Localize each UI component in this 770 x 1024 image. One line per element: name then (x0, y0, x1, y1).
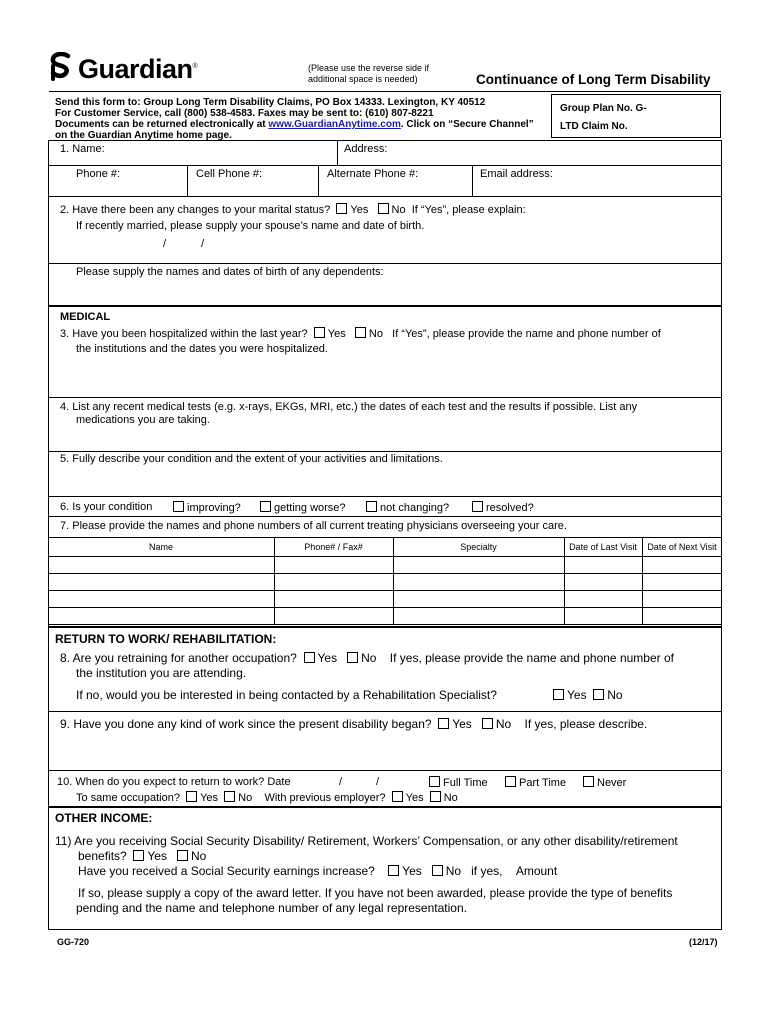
q10-date-slash-1: / (339, 776, 343, 788)
q2-question: 2. Have there been any changes to your marital status? (60, 204, 331, 216)
q9-no-checkbox[interactable] (482, 718, 493, 729)
ltd-claim-label: LTD Claim No. (560, 121, 628, 132)
q8-no-label: No (361, 651, 377, 665)
logo-registered-mark: ® (192, 63, 198, 70)
send-line-3-suffix: . Click on “Secure Channel” (400, 119, 534, 130)
q5-text: 5. Fully describe your condition and the extent of your activities and limitations. (60, 453, 443, 465)
q9-rest: If yes, please describe. (524, 717, 648, 731)
q10-never (583, 776, 626, 790)
q6-resolved-label: resolved? (486, 502, 534, 514)
q6-text (60, 501, 152, 514)
reverse-side-note-2: additional space is needed) (308, 74, 418, 84)
q2-no-label: No (391, 204, 406, 216)
q3-question: 3. Have you been hospitalized within the last year? (60, 328, 308, 340)
q3-text (60, 327, 661, 341)
q8-rest: If yes, please provide the name and phone number of (389, 651, 674, 665)
q10-same-occ-label: To same occupation? (76, 792, 180, 804)
q3-no-label: No (368, 328, 383, 340)
q11-benefits-label: benefits? (78, 849, 127, 863)
q10-same-occupation (76, 791, 458, 805)
logo-wordmark: Guardian (78, 54, 193, 84)
q10-fulltime-label: Full Time (443, 777, 488, 789)
guardian-anytime-link[interactable]: www.GuardianAnytime.com (268, 119, 401, 130)
group-plan-label: Group Plan No. G- (560, 103, 647, 114)
q10-same-occ-yes-checkbox[interactable] (186, 791, 197, 802)
q9-question: 9. Have you done any kind of work since the present disability began? (60, 717, 432, 731)
medical-heading: MEDICAL (60, 311, 111, 323)
q6-improving-checkbox[interactable] (173, 501, 184, 512)
send-line-1: Send this form to: Group Long Term Disability Claims, PO Box 14333. Lexington, KY 40512 (55, 97, 486, 108)
q9-text (60, 717, 647, 731)
table-header-name: Name (148, 542, 173, 552)
q10-date-slash-2: / (376, 776, 380, 788)
q11-yes-checkbox[interactable] (133, 850, 144, 861)
q2-yes-label: Yes (350, 204, 369, 216)
q3-yes-label: Yes (327, 328, 346, 340)
q3-line-2: the institutions and the dates you were hospitalized. (76, 343, 328, 355)
q11-yes-label: Yes (147, 849, 167, 863)
q6-option-resolved (472, 501, 534, 515)
q2-text (60, 203, 526, 217)
q8-line-2: the institution you are attending. (76, 666, 247, 680)
q10-parttime-label: Part Time (519, 777, 567, 789)
q3-yes-checkbox[interactable] (314, 327, 325, 338)
q1-phone-label: Phone #: (76, 168, 121, 180)
q11-ss-increase (78, 864, 557, 878)
q2-dob-slash-1: / (163, 238, 167, 250)
table-header-next-visit: Date of Next Visit (647, 542, 717, 552)
q2-dependents-text: Please supply the names and dates of birth of any dependents: (76, 266, 384, 278)
send-line-2: For Customer Service, call (800) 538-4583. Faxes may be sent to: (610) 807-8221 (55, 108, 434, 119)
q6-option-worse (260, 501, 346, 515)
form-title: Continuance of Long Term Disability (476, 72, 711, 87)
q11-if-yes-label: if yes, (471, 864, 503, 878)
q8-rehab-yes-label: Yes (567, 688, 587, 702)
q10-fulltime-checkbox[interactable] (429, 776, 440, 787)
q10-same-occ-no-label: No (238, 792, 253, 804)
q1-email-label: Email address: (480, 168, 553, 180)
q6-not-changing-label: not changing? (380, 502, 450, 514)
q11-ss-no-checkbox[interactable] (432, 865, 443, 876)
q10-never-label: Never (597, 777, 627, 789)
form-code: GG-720 (57, 937, 90, 947)
q3-no-checkbox[interactable] (355, 327, 366, 338)
q10-same-occ-no-checkbox[interactable] (224, 791, 235, 802)
header-rule (49, 91, 721, 92)
q11-no-checkbox[interactable] (177, 850, 188, 861)
q11-amount-label: Amount (515, 864, 558, 878)
q1-cell-label: Cell Phone #: (196, 168, 263, 180)
q9-yes-label: Yes (452, 717, 472, 731)
q6-option-not-changing (366, 501, 449, 515)
q8-rehab-no-checkbox[interactable] (593, 689, 604, 700)
table-header-phone: Phone# / Fax# (304, 542, 363, 552)
rtw-heading: RETURN TO WORK/ REHABILITATION: (55, 632, 277, 646)
q6-option-improving (173, 501, 241, 515)
q10-prev-emp-no-checkbox[interactable] (430, 791, 441, 802)
q11-ss-no-label: No (445, 864, 462, 878)
q11-ss-yes-checkbox[interactable] (388, 865, 399, 876)
q2-no-checkbox[interactable] (378, 203, 389, 214)
q8-rehab-no-label: No (607, 688, 623, 702)
q6-not-changing-checkbox[interactable] (366, 501, 377, 512)
q8-yes-checkbox[interactable] (304, 652, 315, 663)
q11-no-label: No (190, 849, 207, 863)
send-line-3-prefix: Documents can be returned electronically at (55, 119, 269, 130)
q10-fulltime (429, 776, 488, 790)
q10-parttime (505, 776, 566, 790)
q8-rehab-options (553, 688, 623, 702)
guardian-logo-icon (48, 52, 74, 82)
q1-address-label: Address: (344, 143, 388, 155)
q8-no-checkbox[interactable] (347, 652, 358, 663)
q11-line-2 (78, 849, 206, 863)
q8-line-3: If no, would you be interested in being contacted by a Rehabilitation Specialist? (76, 688, 497, 702)
q4-line-1: 4. List any recent medical tests (e.g. x-rays, EKGs, MRI, etc.) the dates of each test and the results if possible. List any (60, 401, 638, 413)
other-income-heading: OTHER INCOME: (55, 811, 153, 825)
q11-ss-question: Have you received a Social Security earnings increase? (78, 864, 375, 878)
logo-text (78, 52, 197, 84)
form-date: (12/17) (689, 937, 718, 947)
q6-worse-label: getting worse? (274, 502, 346, 514)
q8-yes-label: Yes (317, 651, 338, 665)
q1-name-label: 1. Name: (60, 143, 105, 155)
q2-spouse-text: If recently married, please supply your spouse’s name and date of birth. (76, 220, 425, 232)
q11-award-line-1: If so, please supply a copy of the award letter. If you have not been awarded, please provide the type of benefits (78, 886, 673, 900)
q8-question: 8. Are you retraining for another occupation? (60, 651, 297, 665)
q10-same-occ-yes-label: Yes (200, 792, 219, 804)
q11-ss-yes-label: Yes (402, 864, 422, 878)
q7-text: 7. Please provide the names and phone numbers of all current treating physicians overseeing your care. (60, 520, 567, 532)
q10-never-checkbox[interactable] (583, 776, 594, 787)
q10-parttime-checkbox[interactable] (505, 776, 516, 787)
q10-prev-emp-yes-checkbox[interactable] (392, 791, 403, 802)
send-line-4: on the Guardian Anytime home page. (55, 130, 232, 141)
table-header-specialty: Specialty (460, 542, 497, 552)
q11-line-1: 11) Are you receiving Social Security Disability/ Retirement, Workers’ Compensation, or any other disability/retirement (55, 834, 678, 848)
q6-question: 6. Is your condition (60, 501, 153, 513)
q10-prev-emp-label: With previous employer? (264, 792, 386, 804)
q9-yes-checkbox[interactable] (438, 718, 449, 729)
q11-award-line-2: pending and the name and telephone number of any legal representation. (76, 901, 467, 915)
q2-explain-label: If “Yes”, please explain: (411, 204, 526, 216)
table-header-last-visit: Date of Last Visit (569, 542, 637, 552)
q2-yes-checkbox[interactable] (336, 203, 347, 214)
q10-prev-emp-no-label: No (443, 792, 458, 804)
q10-text: 10. When do you expect to return to work? Date (57, 776, 291, 788)
q2-dob-slash-2: / (201, 238, 205, 250)
q1-alt-phone-label: Alternate Phone #: (327, 168, 419, 180)
q8-rehab-yes-checkbox[interactable] (553, 689, 564, 700)
q4-line-2: medications you are taking. (76, 414, 210, 426)
q3-rest: If “Yes”, please provide the name and phone number of (392, 328, 661, 340)
q6-worse-checkbox[interactable] (260, 501, 271, 512)
q6-improving-label: improving? (187, 502, 241, 514)
q6-resolved-checkbox[interactable] (472, 501, 483, 512)
q8-text (60, 651, 674, 665)
q10-prev-emp-yes-label: Yes (405, 792, 424, 804)
q9-no-label: No (495, 717, 512, 731)
reverse-side-note-1: (Please use the reverse side if (308, 63, 430, 73)
